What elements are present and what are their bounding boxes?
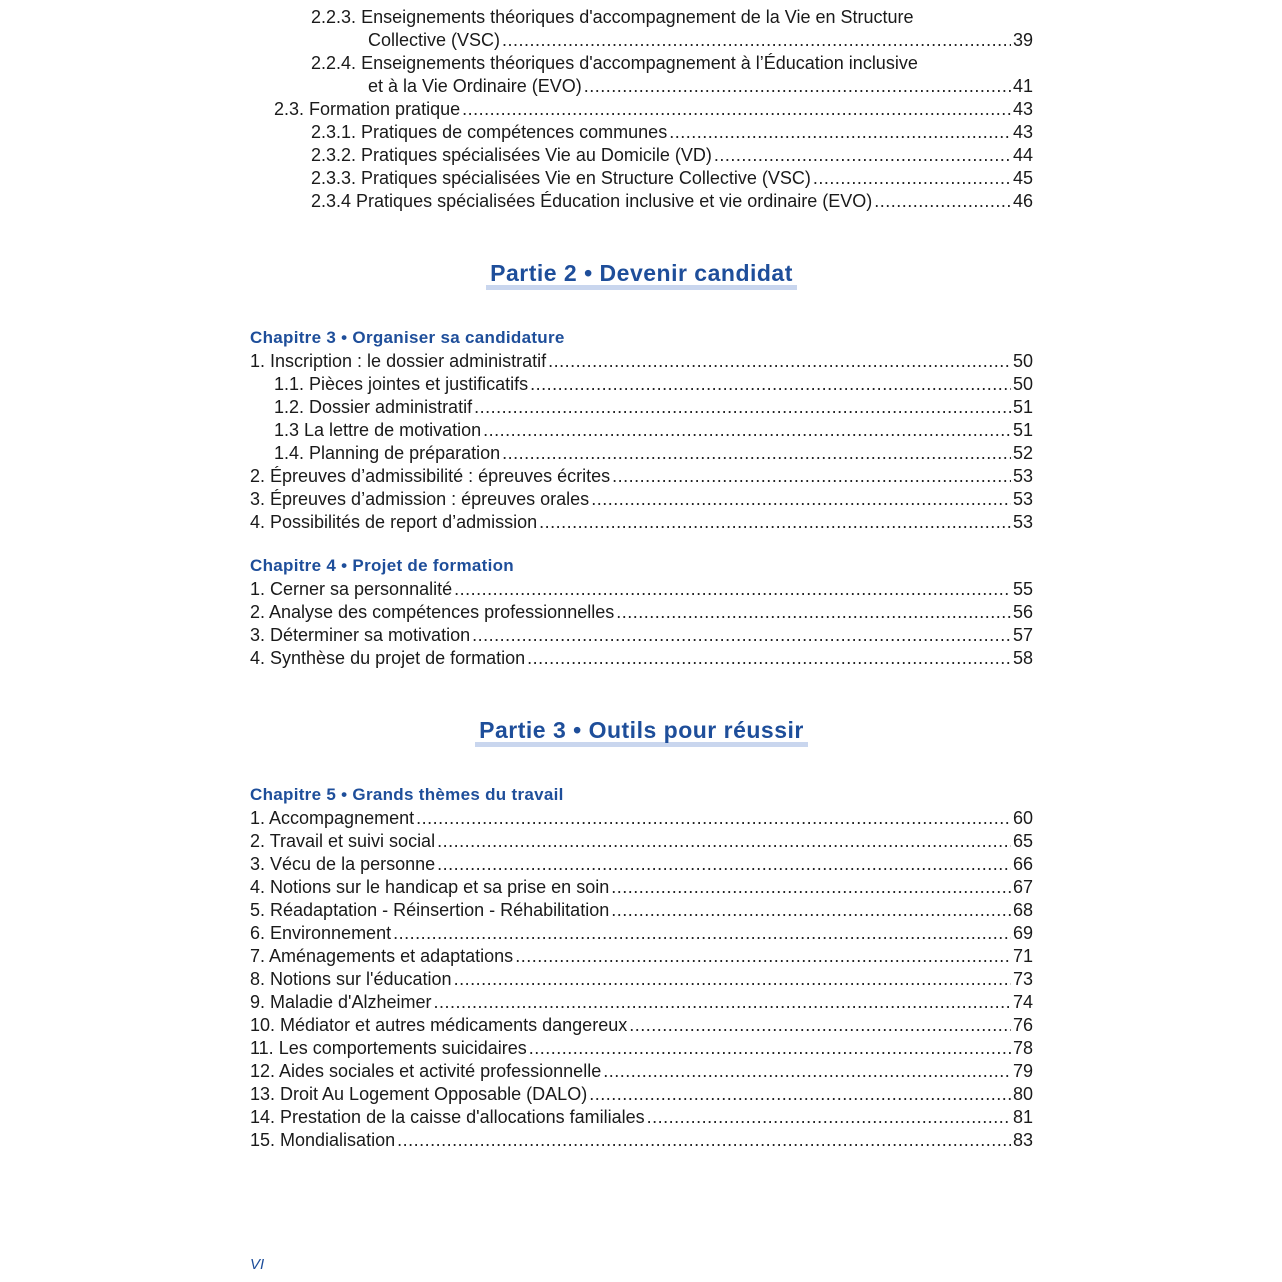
toc-entry-text: 1.1. Pièces jointes et justificatifs (274, 374, 529, 394)
toc-entry (250, 419, 1033, 442)
toc-page-number: 60 (1012, 808, 1033, 828)
toc-entry-text: 2.2.4. (311, 53, 357, 73)
toc-entry (250, 1106, 1033, 1129)
toc-entry-text: 1. Accompagnement (250, 808, 415, 828)
toc-page-number: 65 (1012, 831, 1033, 851)
toc-page-number: 73 (1012, 969, 1033, 989)
toc-entry-text: 7. Aménagements et adaptations (250, 946, 514, 966)
toc-entry-text: 4. Synthèse du projet de formation (250, 648, 526, 668)
toc-entry (250, 1083, 1033, 1106)
leader-dots (669, 121, 1011, 144)
toc-entry (250, 899, 1033, 922)
chapter-4-entries (250, 578, 1033, 670)
leader-dots (454, 968, 1011, 991)
toc-entry-text: Enseignements théoriques d'accompagnement à l’Éducation inclusive (361, 53, 918, 73)
leader-dots (529, 1037, 1011, 1060)
toc-entry-text: 1. Cerner sa personnalité (250, 579, 453, 599)
toc-entry-text: 8. Notions sur l'éducation (250, 969, 452, 989)
toc-entry (250, 373, 1033, 396)
leader-dots (437, 853, 1011, 876)
toc-page-number: 52 (1012, 443, 1033, 463)
leader-dots (874, 190, 1011, 213)
toc-entry (250, 1014, 1033, 1037)
toc-entry (250, 968, 1033, 991)
part-title-text: Partie 3 • Outils pour réussir (475, 718, 808, 747)
leader-dots (813, 167, 1011, 190)
toc-entry-text: 1. Inscription : le dossier administratif (250, 351, 547, 371)
toc-entry (250, 511, 1033, 534)
toc-entry-text: 6. Environnement (250, 923, 392, 943)
toc-page-number: 51 (1012, 420, 1033, 440)
toc-page-number: 74 (1012, 992, 1033, 1012)
leader-dots (611, 899, 1011, 922)
toc-entry-text: et à la Vie Ordinaire (EVO) (368, 76, 582, 96)
part-3-title (250, 715, 1033, 745)
toc-entry-text: 2.3. Formation pratique (274, 99, 461, 119)
toc-entry-text: 2.3.2. Pratiques spécialisées Vie au Domicile (VD) (311, 145, 712, 165)
toc-page-number: 56 (1012, 602, 1033, 622)
leader-dots (616, 601, 1011, 624)
toc-entry (250, 1129, 1033, 1152)
chapter-5-entries (250, 807, 1033, 1152)
toc-entry (250, 121, 1033, 144)
leader-dots (437, 830, 1011, 853)
chapter-3-title: Chapitre 3 • Organiser sa candidature (250, 328, 565, 347)
leader-dots (397, 1129, 1011, 1152)
toc-entry (250, 578, 1033, 601)
toc-entry-text: 2.2.3. (311, 7, 357, 27)
leader-dots (612, 465, 1011, 488)
toc-page-number: 46 (1012, 191, 1033, 211)
toc-entry-2-2-4 (250, 52, 1033, 75)
toc-page-number: 69 (1012, 923, 1033, 943)
toc-entry (250, 144, 1033, 167)
toc-entry-text: 10. Médiator et autres médicaments dangereux (250, 1015, 628, 1035)
toc-entry (250, 167, 1033, 190)
toc-entry (250, 991, 1033, 1014)
toc-entry (250, 922, 1033, 945)
toc-entry (250, 350, 1033, 373)
toc-page-number: 79 (1012, 1061, 1033, 1081)
toc-page-number: 68 (1012, 900, 1033, 920)
leader-dots (393, 922, 1011, 945)
leader-dots (502, 29, 1011, 52)
leader-dots (416, 807, 1011, 830)
part-2-title (250, 258, 1033, 288)
toc-entry-text: 14. Prestation de la caisse d'allocations familiales (250, 1107, 645, 1127)
leader-dots (474, 396, 1011, 419)
toc-entry (250, 465, 1033, 488)
leader-dots (647, 1106, 1011, 1129)
leader-dots (591, 488, 1011, 511)
toc-page-number: 78 (1012, 1038, 1033, 1058)
toc-entry (250, 830, 1033, 853)
leader-dots (472, 624, 1011, 647)
toc-entry-2-2-3-cont (250, 29, 1033, 52)
toc-page-number: 55 (1012, 579, 1033, 599)
toc-page-number: 80 (1012, 1084, 1033, 1104)
toc-page-number: 53 (1012, 512, 1033, 532)
toc-entry-text: 15. Mondialisation (250, 1130, 396, 1150)
toc-entry (250, 396, 1033, 419)
toc-page-number: 41 (1012, 76, 1033, 96)
toc-page-number: 76 (1012, 1015, 1033, 1035)
toc-page-number: 43 (1012, 99, 1033, 119)
leader-dots (454, 578, 1011, 601)
leader-dots (539, 511, 1011, 534)
toc-entry (250, 488, 1033, 511)
toc-entry-text: 5. Réadaptation - Réinsertion - Réhabilitation (250, 900, 610, 920)
leader-dots (434, 991, 1011, 1014)
toc-entry-text: 2.3.4 Pratiques spécialisées Éducation inclusive et vie ordinaire (EVO) (311, 191, 873, 211)
toc-entry-text: Enseignements théoriques d'accompagnement de la Vie en Structure (361, 7, 914, 27)
leader-dots (462, 98, 1011, 121)
toc-entry-text: 1.4. Planning de préparation (274, 443, 501, 463)
toc-entry (250, 647, 1033, 670)
toc-page-number: 66 (1012, 854, 1033, 874)
leader-dots (502, 442, 1011, 465)
part-title-text: Partie 2 • Devenir candidat (486, 261, 797, 290)
toc-entry (250, 442, 1033, 465)
toc-entry (250, 624, 1033, 647)
leader-dots (515, 945, 1011, 968)
toc-entry-text: 2. Épreuves d’admissibilité : épreuves écrites (250, 466, 611, 486)
toc-entry-text: 2.3.1. Pratiques de compétences communes (311, 122, 668, 142)
leader-dots (589, 1083, 1011, 1106)
toc-entry-2-2-3 (250, 6, 1033, 29)
toc-page (250, 6, 1033, 1152)
toc-entry-2-2-4-cont (250, 75, 1033, 98)
chapter-3-entries (250, 350, 1033, 534)
toc-entry-text: 3. Déterminer sa motivation (250, 625, 471, 645)
toc-page-number: 51 (1012, 397, 1033, 417)
toc-entry-text: 13. Droit Au Logement Opposable (DALO) (250, 1084, 588, 1104)
toc-page-number: 53 (1012, 466, 1033, 486)
toc-entry (250, 98, 1033, 121)
chapter-5-title: Chapitre 5 • Grands thèmes du travail (250, 785, 564, 804)
toc-page-number: 44 (1012, 145, 1033, 165)
toc-entry-text: 2.3.3. Pratiques spécialisées Vie en Structure Collective (VSC) (311, 168, 811, 188)
leader-dots (530, 373, 1011, 396)
leader-dots (629, 1014, 1011, 1037)
toc-page-number: 43 (1012, 122, 1033, 142)
toc-entry-text: 1.2. Dossier administratif (274, 397, 473, 417)
toc-entry-text: 2. Analyse des compétences professionnelles (250, 602, 615, 622)
toc-entry-text: 12. Aides sociales et activité professionnelle (250, 1061, 602, 1081)
toc-page-number: 83 (1012, 1130, 1033, 1150)
toc-entry (250, 945, 1033, 968)
leader-dots (527, 647, 1011, 670)
toc-page-number: 67 (1012, 877, 1033, 897)
toc-entry-text: 9. Maladie d'Alzheimer (250, 992, 432, 1012)
toc-entry-text: 1.3 La lettre de motivation (274, 420, 482, 440)
chapter-4-title: Chapitre 4 • Projet de formation (250, 556, 514, 575)
toc-page-number: 45 (1012, 168, 1033, 188)
leader-dots (548, 350, 1011, 373)
toc-page-number: 50 (1012, 351, 1033, 371)
leader-dots (714, 144, 1011, 167)
toc-entry (250, 807, 1033, 830)
toc-entry-text: 3. Vécu de la personne (250, 854, 436, 874)
toc-page-number: 53 (1012, 489, 1033, 509)
toc-entry-text: 4. Notions sur le handicap et sa prise en soin (250, 877, 610, 897)
toc-entry (250, 190, 1033, 213)
toc-page-number: 71 (1012, 946, 1033, 966)
toc-entry (250, 853, 1033, 876)
toc-entry-text: 4. Possibilités de report d’admission (250, 512, 538, 532)
toc-entry-text: Collective (VSC) (368, 30, 501, 50)
toc-entry (250, 1060, 1033, 1083)
toc-entry-text: 3. Épreuves d’admission : épreuves orales (250, 489, 590, 509)
toc-page-number: 58 (1012, 648, 1033, 668)
toc-entry-text: 11. Les comportements suicidaires (250, 1038, 527, 1058)
toc-entry-text: 2. Travail et suivi social (250, 831, 436, 851)
toc-entry (250, 601, 1033, 624)
toc-entry (250, 1037, 1033, 1060)
toc-page-number: 50 (1012, 374, 1033, 394)
toc-page-number: 81 (1012, 1107, 1033, 1127)
toc-page-number: 39 (1012, 30, 1033, 50)
page-number-footer: VI (250, 1256, 265, 1273)
leader-dots (603, 1060, 1011, 1083)
leader-dots (584, 75, 1011, 98)
toc-page-number: 57 (1012, 625, 1033, 645)
toc-entry (250, 876, 1033, 899)
leader-dots (611, 876, 1011, 899)
leader-dots (483, 419, 1011, 442)
